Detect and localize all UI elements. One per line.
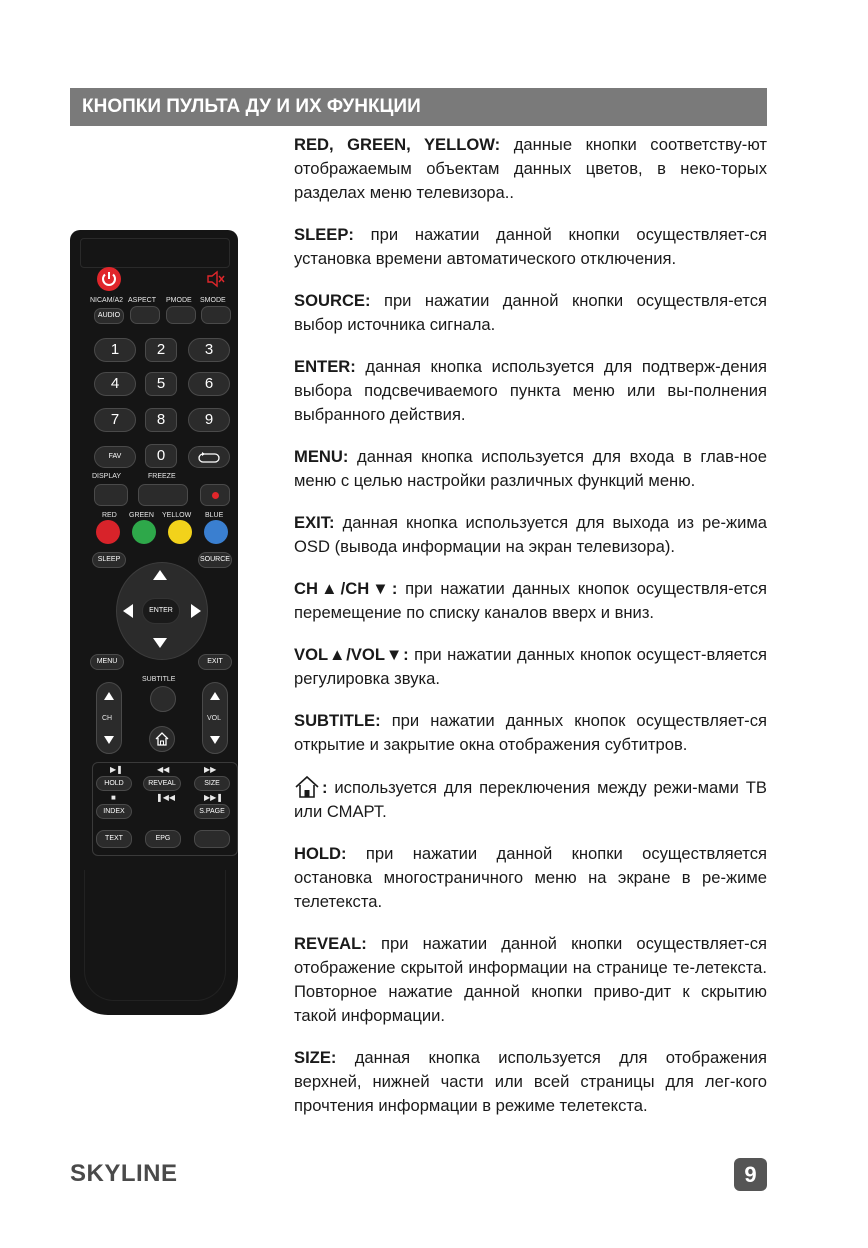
digit-2-button[interactable]: 2 <box>145 338 177 362</box>
label-freeze: FREEZE <box>148 473 176 480</box>
play-pause-icon: ▶❚ <box>110 765 123 774</box>
remote-grip <box>84 870 226 1001</box>
entry-hold: HOLD: при нажатии данной кнопки осуществляется остановка многостраничного меню на экране в ре-жиме телетекста. <box>294 844 767 911</box>
yellow-button[interactable] <box>168 520 192 544</box>
home-button[interactable] <box>149 726 175 752</box>
digit-9-button[interactable]: 9 <box>188 408 230 432</box>
label-yellow: YELLOW <box>162 512 192 519</box>
record-icon <box>212 492 219 499</box>
label-ch: CH <box>102 715 113 722</box>
spage-button[interactable]: S.PAGE <box>194 804 230 819</box>
forward-icon: ▶▶ <box>204 765 217 774</box>
label-subtitle: SUBTITLE <box>142 676 176 683</box>
red-button[interactable] <box>96 520 120 544</box>
stop-icon: ■ <box>111 793 116 802</box>
next-icon: ▶▶❚ <box>204 793 224 802</box>
entry-menu: MENU: данная кнопка используется для входа в глав-ное меню с целью настройки различных функций меню. <box>294 447 767 490</box>
label-blue: BLUE <box>205 512 224 519</box>
digit-3-button[interactable]: 3 <box>188 338 230 362</box>
digit-5-button[interactable]: 5 <box>145 372 177 396</box>
menu-button[interactable]: MENU <box>90 654 124 670</box>
hold-button[interactable]: HOLD <box>96 776 132 791</box>
rewind-icon: ◀◀ <box>157 765 170 774</box>
reveal-button[interactable]: REVEAL <box>143 776 181 791</box>
label-vol: VOL <box>207 715 222 722</box>
entry-volume: VOL▲/VOL▼: при нажатии данных кнопок осущест-вляется регулировка звука. <box>294 645 767 688</box>
entry-exit: EXIT: данная кнопка используется для выхода из ре-жима OSD (вывода информации на экран телевизора). <box>294 513 767 556</box>
brand-logo: SKYLINE <box>70 1160 178 1187</box>
digit-4-button[interactable]: 4 <box>94 372 136 396</box>
digit-0-button[interactable]: 0 <box>145 444 177 468</box>
recall-icon <box>198 452 220 464</box>
index-button[interactable]: INDEX <box>96 804 132 819</box>
remote-control-illustration <box>70 230 238 1015</box>
digit-8-button[interactable]: 8 <box>145 408 177 432</box>
volume-up-icon <box>210 692 220 700</box>
recall-button[interactable] <box>188 446 230 468</box>
digit-6-button[interactable]: 6 <box>188 372 230 396</box>
entry-source: SOURCE: при нажатии данной кнопки осуществля-ется выбор источника сигнала. <box>294 291 767 334</box>
blank-button[interactable] <box>194 830 230 848</box>
prev-icon: ❚◀◀ <box>156 793 176 802</box>
enter-button[interactable]: ENTER <box>142 598 180 624</box>
sleep-button[interactable]: SLEEP <box>92 552 126 568</box>
aspect-button[interactable] <box>130 306 160 324</box>
entry-channel: CH▲/CH▼: при нажатии данных кнопок осуществля-ется перемещение по списку каналов вверх и вниз. <box>294 579 767 622</box>
entry-sleep: SLEEP: при нажатии данной кнопки осуществляет-ся установка времени автоматического отключения. <box>294 225 767 268</box>
entry-color-buttons: RED, GREEN, YELLOW: данные кнопки соответству-ют отображаемым объектам данных цветов, в неко-торых разделах меню телевизора.. <box>294 135 768 202</box>
audio-button[interactable]: AUDIO <box>94 308 124 324</box>
smode-button[interactable] <box>201 306 231 324</box>
entry-reveal: REVEAL: при нажатии данной кнопки осуществляет-ся отображение скрытой информации на странице те-летекста. Повторное нажатие данной кнопки приво-дит к скрытию такой информации. <box>294 934 767 1025</box>
arrow-down-button[interactable] <box>153 638 167 648</box>
display-button[interactable] <box>94 484 128 506</box>
label-green: GREEN <box>129 512 154 519</box>
text-button[interactable]: TEXT <box>96 830 132 848</box>
entry-size: SIZE: данная кнопка используется для отображения верхней, нижней части или всей страницы для лег-кого прочтения информации в режиме телетекста. <box>294 1048 767 1115</box>
source-button[interactable]: SOURCE <box>198 552 232 568</box>
label-aspect: ASPECT <box>128 297 157 304</box>
home-icon <box>154 731 170 747</box>
channel-down-icon <box>104 736 114 744</box>
fav-button[interactable]: FAV <box>94 446 136 468</box>
power-icon <box>96 266 122 292</box>
digit-1-button[interactable]: 1 <box>94 338 136 362</box>
blue-button[interactable] <box>204 520 228 544</box>
size-button[interactable]: SIZE <box>194 776 230 791</box>
volume-down-icon <box>210 736 220 744</box>
mute-icon <box>206 270 226 288</box>
subtitle-button[interactable] <box>150 686 176 712</box>
label-nicam: NICAM/A2 <box>90 297 124 304</box>
record-button[interactable] <box>200 484 230 506</box>
arrow-left-button[interactable] <box>123 604 133 618</box>
page-number: 9 <box>734 1158 767 1191</box>
home-icon <box>294 775 320 799</box>
label-smode: SMODE <box>200 297 226 304</box>
freeze-button[interactable] <box>138 484 188 506</box>
green-button[interactable] <box>132 520 156 544</box>
epg-button[interactable]: EPG <box>145 830 181 848</box>
arrow-up-button[interactable] <box>153 570 167 580</box>
remote-top-ridge <box>80 238 230 268</box>
channel-up-icon <box>104 692 114 700</box>
label-pmode: PMODE <box>166 297 192 304</box>
section-header: КНОПКИ ПУЛЬТА ДУ И ИХ ФУНКЦИИ <box>70 88 767 126</box>
exit-button[interactable]: EXIT <box>198 654 232 670</box>
entry-subtitle: SUBTITLE: при нажатии данных кнопок осуществляет-ся открытие и закрытие окна отображения субтитров. <box>294 711 767 754</box>
label-red: RED <box>102 512 117 519</box>
digit-7-button[interactable]: 7 <box>94 408 136 432</box>
entry-home: : используется для переключения между режи-мами ТВ или СМАРТ. <box>294 775 767 824</box>
label-display: DISPLAY <box>92 473 122 480</box>
function-list <box>294 133 767 1136</box>
entry-enter: ENTER: данная кнопка используется для подтверж-дения выбора подсвечиваемого пункта меню или вы-полнения выбранного действия. <box>294 357 767 424</box>
arrow-right-button[interactable] <box>191 604 201 618</box>
pmode-button[interactable] <box>166 306 196 324</box>
